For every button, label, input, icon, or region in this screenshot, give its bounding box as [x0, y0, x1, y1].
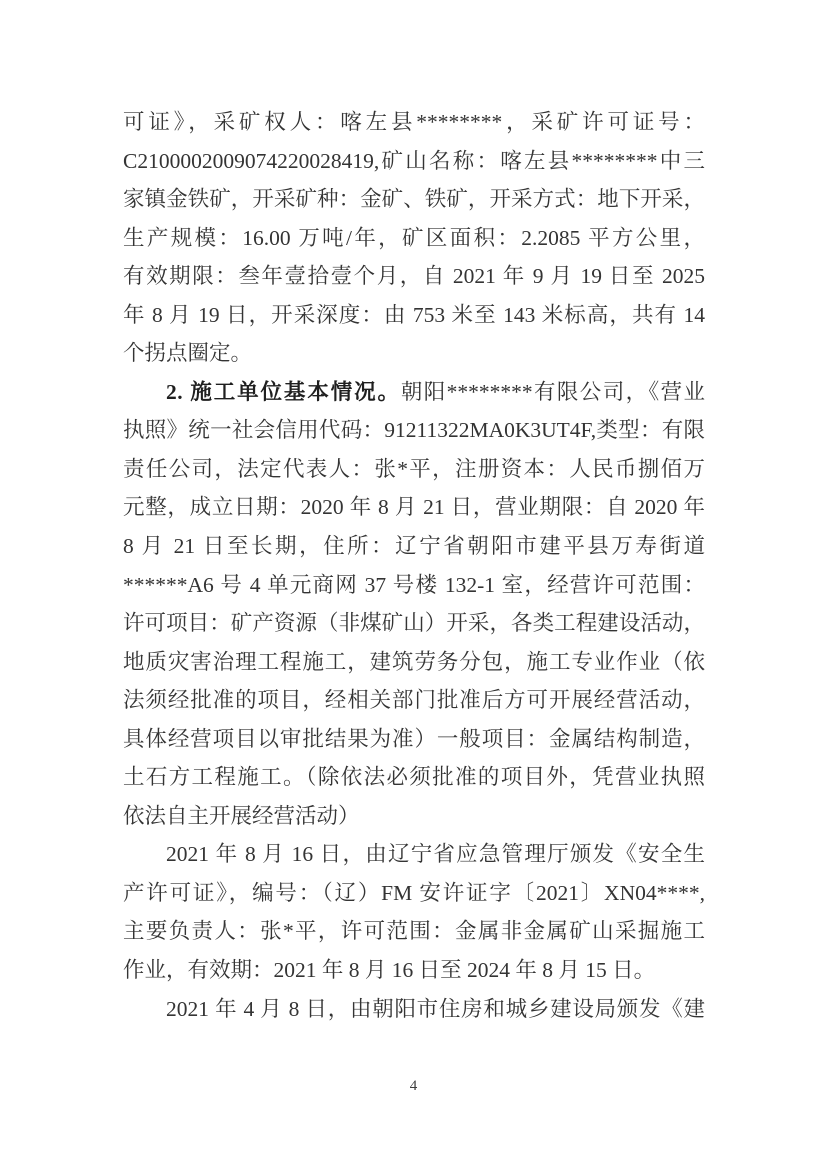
text-line: 产许可证》，编号：（辽）FM 安许证字〔2021〕XN04****, — [123, 880, 705, 905]
text-line: 8 月 21 日至长期，住所：辽宁省朝阳市建平县万寿街道 — [123, 534, 705, 559]
text-line: 责任公司，法定代表人：张*平，注册资本：人民币捌佰万 — [123, 456, 705, 481]
text-line: 年 8 月 19 日，开采深度：由 753 米至 143 米标高，共有 14 — [123, 302, 705, 327]
section-heading: 2. 施工单位基本情况。 — [166, 379, 401, 404]
text-line: 法须经批准的项目，经相关部门批准后方可开展经营活动， — [123, 688, 705, 713]
text-line: 2021 年 4 月 8 日，由朝阳市住房和城乡建设局颁发《建 — [166, 996, 705, 1021]
text-line: 可证》，采矿权人：喀左县********，采矿许可证号： — [123, 110, 705, 134]
text-line: 地质灾害治理工程施工，建筑劳务分包，施工专业作业（依 — [123, 649, 705, 674]
text-line: 家镇金铁矿，开采矿种：金矿、铁矿，开采方式：地下开采， — [123, 187, 705, 212]
text-line: 执照》统一社会信用代码：91211322MA0K3UT4F,类型：有限 — [123, 418, 705, 443]
text-line: C2100002009074220028419,矿山名称：喀左县********中三 — [123, 148, 705, 173]
text-line: 具体经营项目以审批结果为准）一般项目：金属结构制造， — [123, 726, 705, 751]
text-line: 作业，有效期：2021 年 8 月 16 日至 2024 年 8 月 15 日。 — [123, 958, 656, 983]
text-line: 2. 施工单位基本情况。朝阳********有限公司，《营业 — [166, 379, 705, 404]
page-number: 4 — [409, 1078, 418, 1094]
text-line: ******A6 号 4 单元商网 37 号楼 132-1 室，经营许可范围： — [123, 572, 705, 597]
document-body — [123, 103, 705, 1028]
text-line: 元整，成立日期：2020 年 8 月 21 日，营业期限：自 2020 年 — [123, 495, 705, 520]
text-line: 有效期限：叁年壹拾壹个月，自 2021 年 9 月 19 日至 2025 — [123, 264, 705, 289]
text-line: 生产规模：16.00 万吨/年，矿区面积：2.2085 平方公里， — [123, 225, 705, 250]
text-line: 依法自主开展经营活动） — [123, 803, 360, 828]
text-line: 土石方工程施工。（除依法必须批准的项目外，凭营业执照 — [123, 765, 705, 790]
text-line: 许可项目：矿产资源（非煤矿山）开采，各类工程建设活动， — [123, 611, 705, 636]
text-line: 个拐点圈定。 — [123, 341, 253, 366]
text-line: 2021 年 8 月 16 日，由辽宁省应急管理厅颁发《安全生 — [166, 842, 705, 867]
text-line: 主要负责人：张*平，许可范围：金属非金属矿山采掘施工 — [123, 919, 705, 944]
